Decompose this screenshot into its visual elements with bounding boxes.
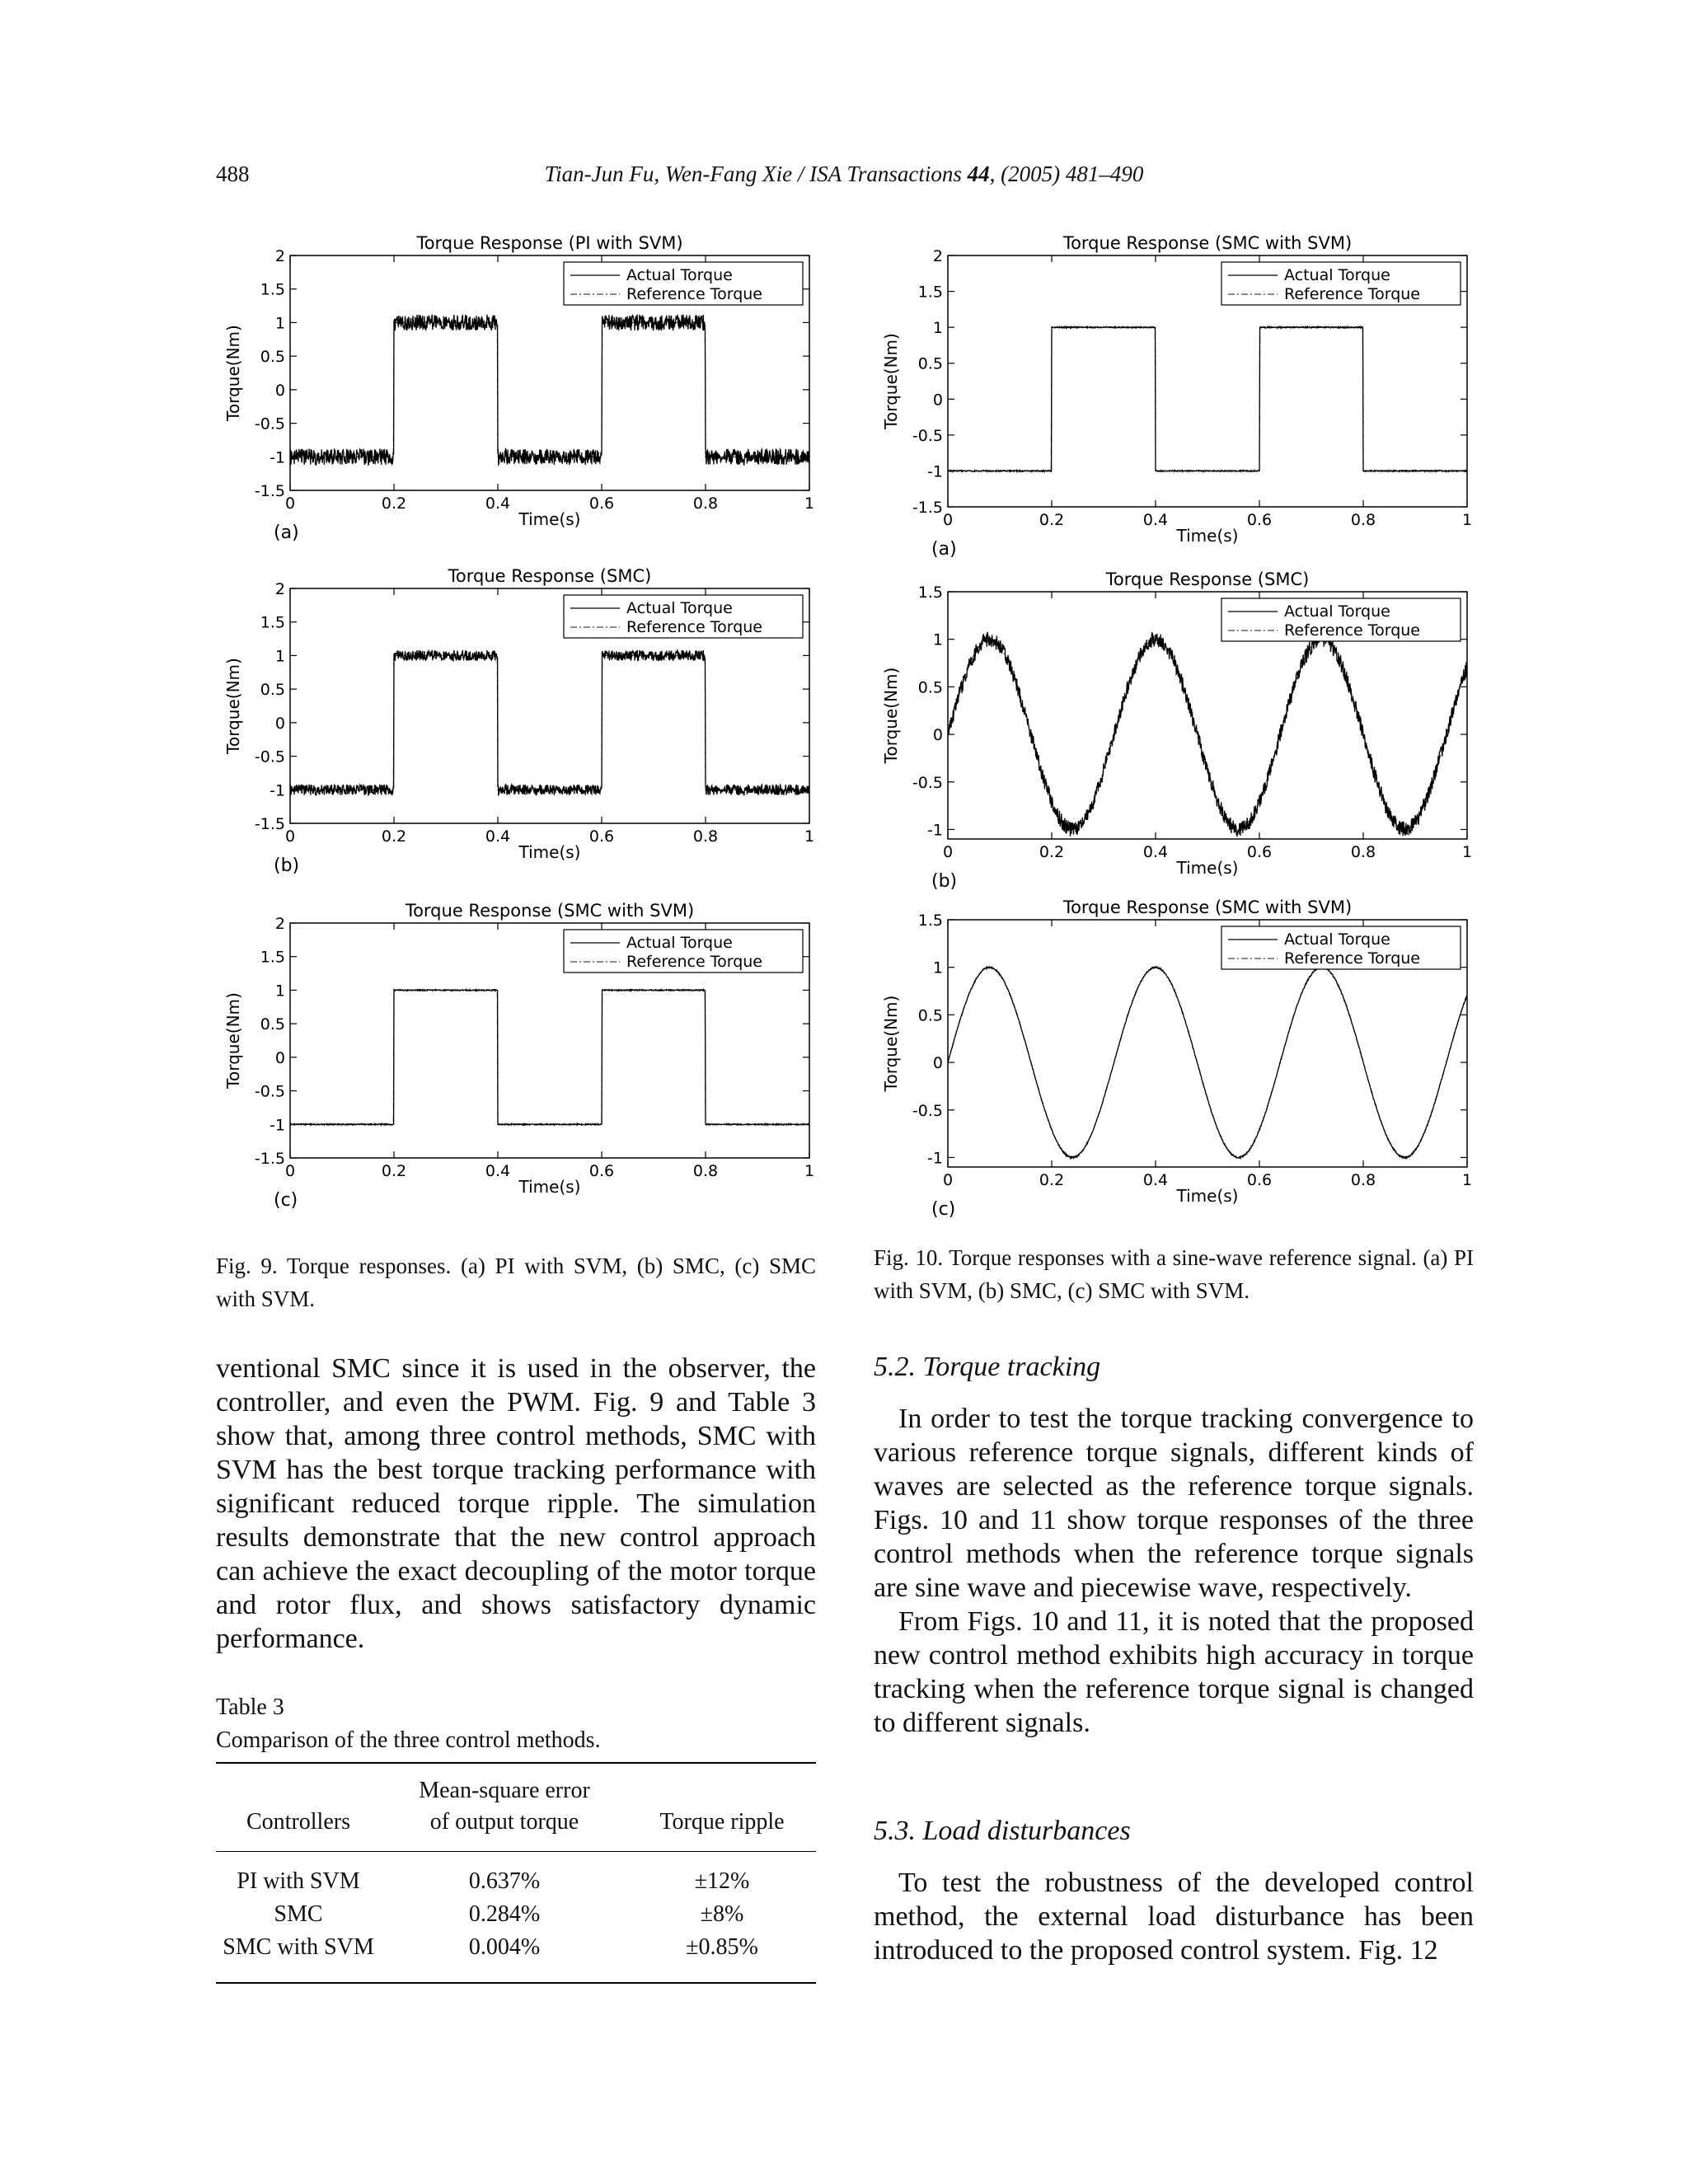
x-tick-label: 0.6 [1246,843,1273,861]
x-tick-label: 0.2 [381,827,407,846]
fig10-caption: Fig. 10. Torque responses with a sine-wave reference signal. (a) PI with SVM, (b) SMC, (c) SMC with SVM. [874,1245,1474,1303]
y-tick-label: -1.5 [912,499,943,517]
chart-title: Torque Response (SMC with SVM) [1062,233,1353,253]
y-tick-label: -0.5 [254,415,285,434]
y-tick-label: -1 [927,821,943,840]
legend-label-actual: Actual Torque [626,934,733,952]
y-tick-label: 0 [932,391,943,410]
reference-torque-line [948,968,1467,1158]
reference-torque-line [290,655,809,790]
legend-label-actual: Actual Torque [626,266,733,284]
cell-ripple: ±0.85% [686,1934,758,1960]
actual-torque-line [290,990,809,1125]
right-paragraph-3: To test the robustness of the developed control method, the external load disturbance has been introduced to the proposed control system. Fig. 12 [874,1868,1474,1966]
y-tick-label: 0.5 [917,354,943,373]
actual-torque-line [290,650,809,795]
running-head [0,162,1688,187]
y-tick-label: 2 [274,915,285,933]
right-paragraph-1: In order to test the torque tracking convergence to various reference torque signals, different kinds of waves are selected as the reference torque signals. Figs. 10 and 11 show torque responses of the three control methods when the reference torque signals are sine wave and piecewise wave, respectively. [874,1404,1474,1603]
chart-title: Torque Response (SMC with SVM) [405,901,695,921]
panel-label: (a) [931,539,957,560]
y-tick-label: 1.5 [260,280,285,299]
header-ripple: Torque ripple [659,1809,785,1835]
y-axis-label: Torque(Nm) [881,333,901,429]
actual-torque-line [948,326,1467,471]
x-tick-label: 0.8 [692,1162,719,1180]
y-tick-label: 1 [274,647,285,666]
y-tick-label: -1 [270,781,285,800]
cell-controller: PI with SVM [237,1868,360,1894]
right-paragraph-2: From Figs. 10 and 11, it is noted that the proposed new control method exhibits high accuracy in torque tracking when the reference torque signal is changed to different signals. [874,1606,1474,1738]
panel-label: (a) [274,523,299,543]
y-tick-label: -1 [270,448,285,467]
x-tick-label: 0.4 [1142,1171,1169,1189]
legend-label-reference: Reference Torque [1284,285,1420,303]
y-tick-label: 2 [274,247,285,265]
y-tick-label: -1 [270,1116,285,1135]
table-header-row [216,1763,816,1852]
running-head-prefix: Tian-Jun Fu, Wen-Fang Xie / ISA Transactions [544,162,968,186]
legend-label-reference: Reference Torque [626,618,762,636]
table-row [216,1898,816,1931]
y-tick-label: 0.5 [917,678,943,697]
running-head-volume: 44 [967,162,990,186]
y-tick-label: -0.5 [254,748,285,766]
table3-title: Comparison of the three control methods. [216,1727,601,1753]
x-tick-label: 0 [942,1171,954,1189]
section-5-3-heading: 5.3. Load disturbances [874,1816,1131,1846]
section-5-2-heading: 5.2. Torque tracking [874,1352,1101,1382]
fig10c-chart [874,895,1484,1225]
fig10a-chart [874,231,1484,565]
cell-mse: 0.004% [468,1934,541,1960]
x-tick-label: 0 [284,827,296,846]
y-tick-label: 2 [274,580,285,598]
y-axis-label: Torque(Nm) [881,995,901,1092]
y-tick-label: -1 [927,462,943,481]
cell-mse: 0.284% [468,1901,541,1927]
legend-label-actual: Actual Torque [1284,266,1390,284]
actual-torque-line [948,967,1467,1158]
x-tick-label: 0.2 [381,1162,407,1180]
y-tick-label: 0.5 [260,1015,285,1034]
actual-torque-line [948,632,1467,837]
chart-title: Torque Response (SMC with SVM) [1062,898,1353,917]
table-row [216,1931,816,1983]
y-tick-label: 1 [932,319,943,338]
legend-label-actual: Actual Torque [1284,930,1390,949]
y-axis-label: Torque(Nm) [223,992,243,1089]
x-tick-label: 0 [284,1162,296,1180]
table3-caption [216,1691,601,1757]
x-tick-label: 1 [1461,1171,1473,1189]
x-tick-label: 1 [1461,511,1473,529]
chart-title: Torque Response (SMC) [448,566,652,586]
legend-label-reference: Reference Torque [1284,621,1420,640]
x-tick-label: 0.8 [692,827,719,846]
x-tick-label: 0.4 [485,494,511,513]
cell-controller: SMC [274,1901,323,1927]
cell-controller: SMC with SVM [223,1934,374,1960]
y-tick-label: 1.5 [260,613,285,632]
y-tick-label: 0 [932,726,943,745]
x-axis-label: Time(s) [518,509,581,529]
x-tick-label: 0.2 [381,494,407,513]
x-tick-label: 0.6 [588,494,615,513]
y-tick-label: -0.5 [912,1101,943,1120]
y-tick-label: 0 [274,1048,285,1067]
header-mse [381,1763,628,1852]
x-tick-label: 0.8 [692,494,719,513]
fig9a-chart [216,231,826,548]
reference-torque-line [948,640,1467,830]
y-tick-label: 1 [932,630,943,649]
y-axis-label: Torque(Nm) [223,325,243,421]
x-axis-label: Time(s) [1176,858,1239,878]
chart-title: Torque Response (PI with SVM) [416,233,683,253]
y-tick-label: 1.5 [917,583,943,602]
page-number: 488 [216,162,250,186]
y-tick-label: -1.5 [254,482,285,500]
legend-label-reference: Reference Torque [626,953,762,971]
y-tick-label: 1 [932,958,943,977]
legend-label-actual: Actual Torque [1284,602,1390,621]
cell-ripple: ±8% [700,1901,744,1927]
x-tick-label: 0 [284,494,296,513]
y-tick-label: 1.5 [917,283,943,302]
y-tick-label: 0.5 [260,348,285,367]
x-tick-label: 0.8 [1350,843,1376,861]
y-tick-label: 1 [274,982,285,1001]
left-column-paragraph [216,1352,816,1656]
x-axis-label: Time(s) [518,1177,581,1197]
x-tick-label: 1 [1461,843,1473,861]
y-tick-label: 0 [932,1054,943,1073]
x-tick-label: 0.6 [588,1162,615,1180]
cell-mse: 0.637% [468,1868,541,1894]
header-mse-line2: of output torque [429,1809,579,1835]
x-tick-label: 0.4 [1142,511,1169,529]
y-tick-label: 2 [932,247,943,265]
fig10b-chart [874,567,1484,897]
x-tick-label: 0.2 [1039,843,1065,861]
chart-title: Torque Response (SMC) [1105,569,1310,589]
x-axis-label: Time(s) [1176,1186,1239,1206]
y-tick-label: 0.5 [260,681,285,700]
x-tick-label: 0.8 [1350,511,1376,529]
x-tick-label: 1 [804,494,815,513]
legend-label-reference: Reference Torque [1284,949,1420,968]
actual-torque-line [290,315,809,465]
reference-torque-line [290,322,809,457]
running-head-suffix: , (2005) 481–490 [989,162,1144,186]
left-paragraph: ventional SMC since it is used in the observer, the controller, and even the PWM. Fig. 9 and Table 3 show that, among three control methods, SMC with SVM has the best torque tracking performance with significant reduced torque ripple. The simulation results demonstrate that the new control approach can achieve the exact decoupling of the motor torque and rotor flux, and shows satisfactory dynamic performance. [216,1353,816,1654]
y-tick-label: -1.5 [254,1150,285,1168]
y-tick-label: -0.5 [912,426,943,445]
x-tick-label: 0.6 [588,827,615,846]
right-column-text-1 [874,1402,1474,1740]
panel-label: (b) [274,855,300,876]
x-tick-label: 1 [804,827,815,846]
y-tick-label: 0.5 [917,1006,943,1025]
x-tick-label: 0.6 [1246,1171,1273,1189]
y-tick-label: 0 [274,714,285,733]
table3-label: Table 3 [216,1694,284,1720]
x-axis-label: Time(s) [518,842,581,862]
x-axis-label: Time(s) [1176,526,1239,546]
header-mse-line1: Mean-square error [419,1778,590,1803]
table-row [216,1852,816,1899]
y-axis-label: Torque(Nm) [223,658,243,754]
panel-label: (c) [931,1199,956,1220]
header-controllers: Controllers [246,1809,350,1835]
panel-label: (b) [931,871,958,892]
y-tick-label: -1.5 [254,815,285,833]
cell-ripple: ±12% [694,1868,750,1894]
x-tick-label: 0.2 [1039,511,1065,529]
reference-torque-line [290,990,809,1124]
y-tick-label: 1 [274,314,285,333]
fig9c-chart [216,898,826,1216]
table3 [216,1762,816,1984]
y-tick-label: 0 [274,381,285,400]
y-tick-label: 1.5 [917,912,943,930]
legend-label-actual: Actual Torque [626,599,733,617]
x-tick-label: 0.6 [1246,511,1273,529]
x-tick-label: 0 [942,511,954,529]
x-tick-label: 0.4 [1142,843,1169,861]
fig9b-chart [216,564,826,881]
y-axis-label: Torque(Nm) [881,667,901,764]
y-tick-label: -0.5 [912,773,943,792]
y-tick-label: -0.5 [254,1082,285,1101]
y-tick-label: 1.5 [260,948,285,967]
x-tick-label: 1 [804,1162,815,1180]
x-tick-label: 0.2 [1039,1171,1065,1189]
x-tick-label: 0.8 [1350,1171,1376,1189]
x-tick-label: 0.4 [485,827,511,846]
y-tick-label: -1 [927,1149,943,1168]
right-column-text-2 [874,1866,1474,1967]
legend-label-reference: Reference Torque [626,285,762,303]
x-tick-label: 0 [942,843,954,861]
page-header [0,162,1688,198]
fig9-caption: Fig. 9. Torque responses. (a) PI with SVM, (b) SMC, (c) SMC with SVM. [216,1254,816,1311]
panel-label: (c) [274,1190,298,1211]
x-tick-label: 0.4 [485,1162,511,1180]
reference-torque-line [948,327,1467,471]
